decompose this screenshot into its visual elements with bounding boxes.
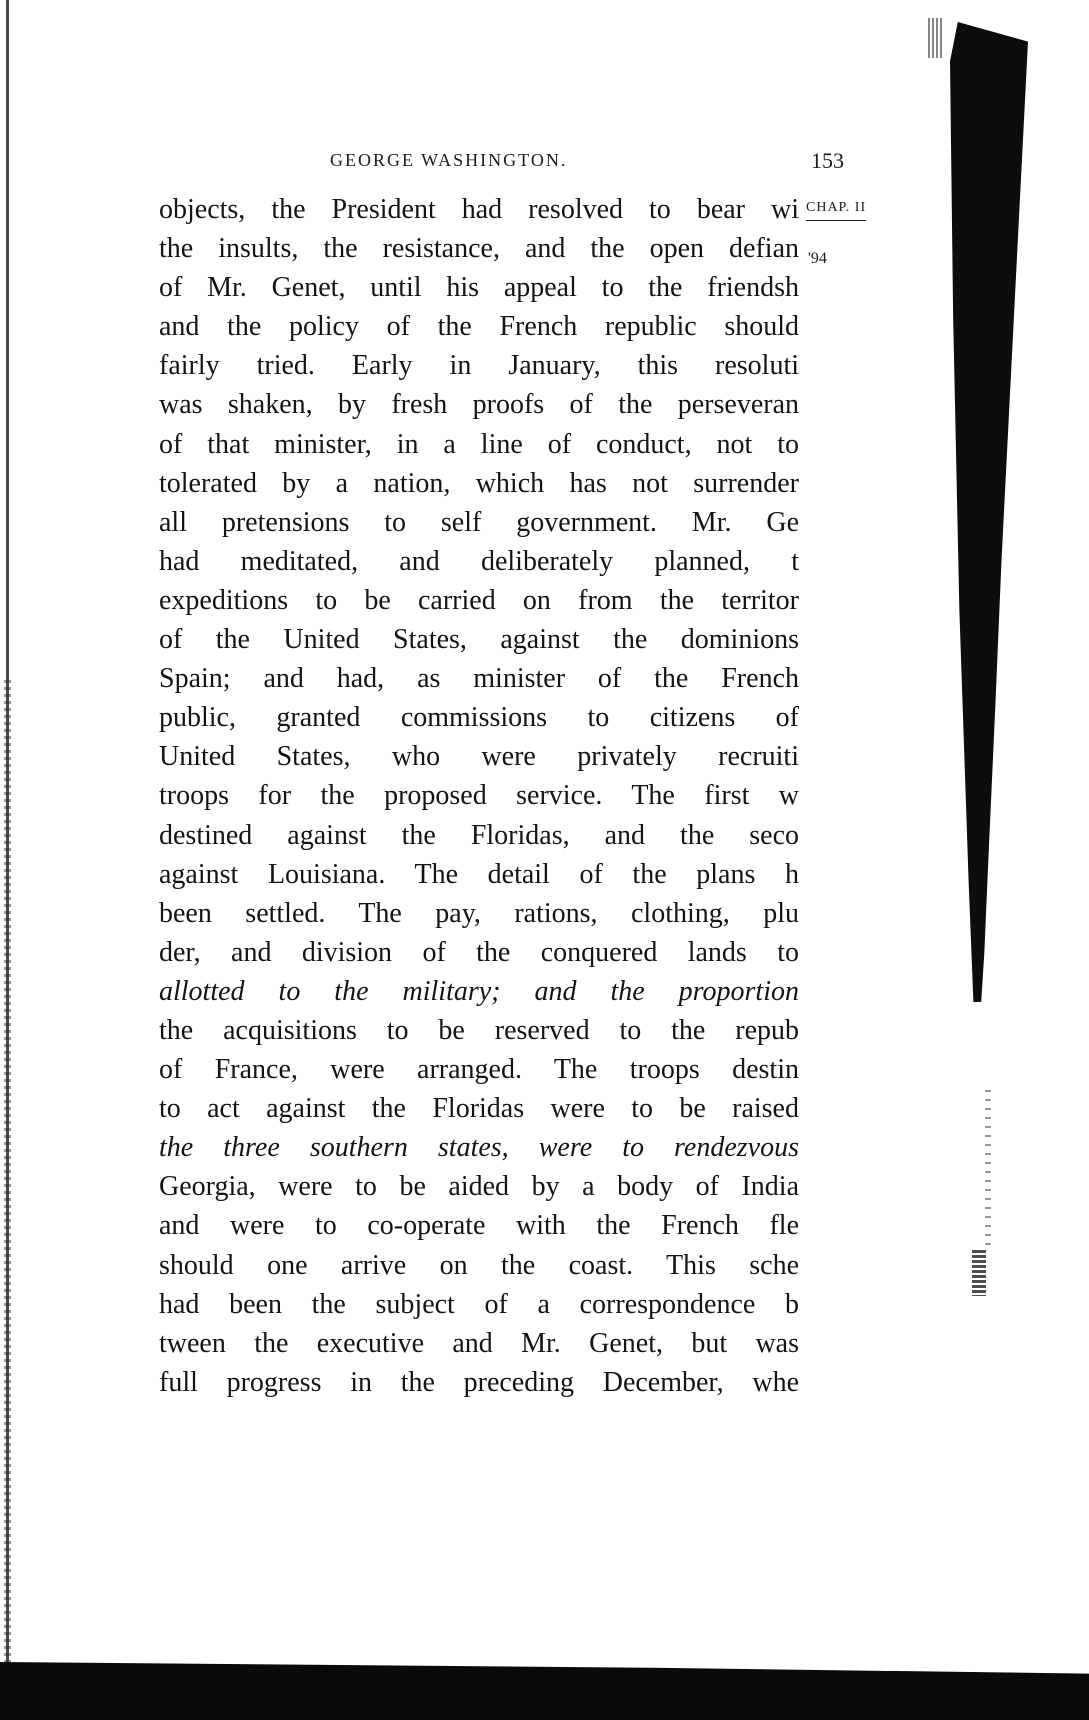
text-line: the acquisitions to be reserved to the repub xyxy=(159,1014,799,1046)
scan-right-noise xyxy=(985,1090,991,1250)
text-line: the three southern states, were to rendezvous xyxy=(159,1132,799,1164)
text-line: tolerated by a nation, which has not surrender xyxy=(159,467,799,499)
text-line: been settled. The pay, rations, clothing, plu xyxy=(159,897,799,929)
scan-right-scrap xyxy=(972,1250,986,1296)
scan-left-edge-noise xyxy=(4,680,11,1680)
body-text xyxy=(159,190,799,1402)
text-line: of that minister, in a line of conduct, not to xyxy=(159,428,799,460)
text-line: all pretensions to self government. Mr. Ge xyxy=(159,506,799,538)
text-line: had meditated, and deliberately planned, t xyxy=(159,545,799,577)
margin-note-chapter: CHAP. II xyxy=(806,200,866,221)
text-line: United States, who were privately recruiti xyxy=(159,741,799,773)
scan-bottom-edge xyxy=(0,1662,1089,1720)
text-line: of the United States, against the dominions xyxy=(159,624,799,656)
page-number: 153 xyxy=(811,148,844,173)
text-line: der, and division of the conquered lands to xyxy=(159,936,799,968)
text-line: allotted to the military; and the proportion xyxy=(159,975,799,1007)
text-line: to act against the Floridas were to be raised xyxy=(159,1093,799,1125)
text-line: and were to co-operate with the French fle xyxy=(159,1210,799,1242)
text-line: objects, the President had resolved to bear wi xyxy=(159,194,799,225)
text-line: tween the executive and Mr. Genet, but was xyxy=(159,1327,799,1359)
text-line: the insults, the resistance, and the open defian xyxy=(159,233,799,265)
margin-note-year: '94 xyxy=(808,250,827,267)
scan-corner-mark xyxy=(928,18,944,58)
text-line: expeditions to be carried on from the territor xyxy=(159,584,799,616)
text-line: against Louisiana. The detail of the plans h xyxy=(159,858,799,890)
text-line: was shaken, by fresh proofs of the perseveran xyxy=(159,389,799,421)
text-line: Georgia, were to be aided by a body of India xyxy=(159,1171,799,1203)
running-head: GEORGE WASHINGTON. xyxy=(330,150,568,170)
text-line: should one arrive on the coast. This sche xyxy=(159,1249,799,1281)
text-line: had been the subject of a correspondence b xyxy=(159,1288,799,1320)
text-line: of France, were arranged. The troops destin xyxy=(159,1054,799,1086)
text-line: Spain; and had, as minister of the French xyxy=(159,663,799,695)
text-line: destined against the Floridas, and the seco xyxy=(159,819,799,851)
scan-right-binding-shadow xyxy=(950,22,1028,1002)
text-line: troops for the proposed service. The first w xyxy=(159,780,799,812)
text-line: full progress in the preceding December, whe xyxy=(159,1366,799,1398)
text-line: and the policy of the French republic should xyxy=(159,311,799,343)
text-line: public, granted commissions to citizens of xyxy=(159,702,799,734)
text-line: of Mr. Genet, until his appeal to the friendsh xyxy=(159,272,799,304)
text-line: fairly tried. Early in January, this resoluti xyxy=(159,350,799,382)
